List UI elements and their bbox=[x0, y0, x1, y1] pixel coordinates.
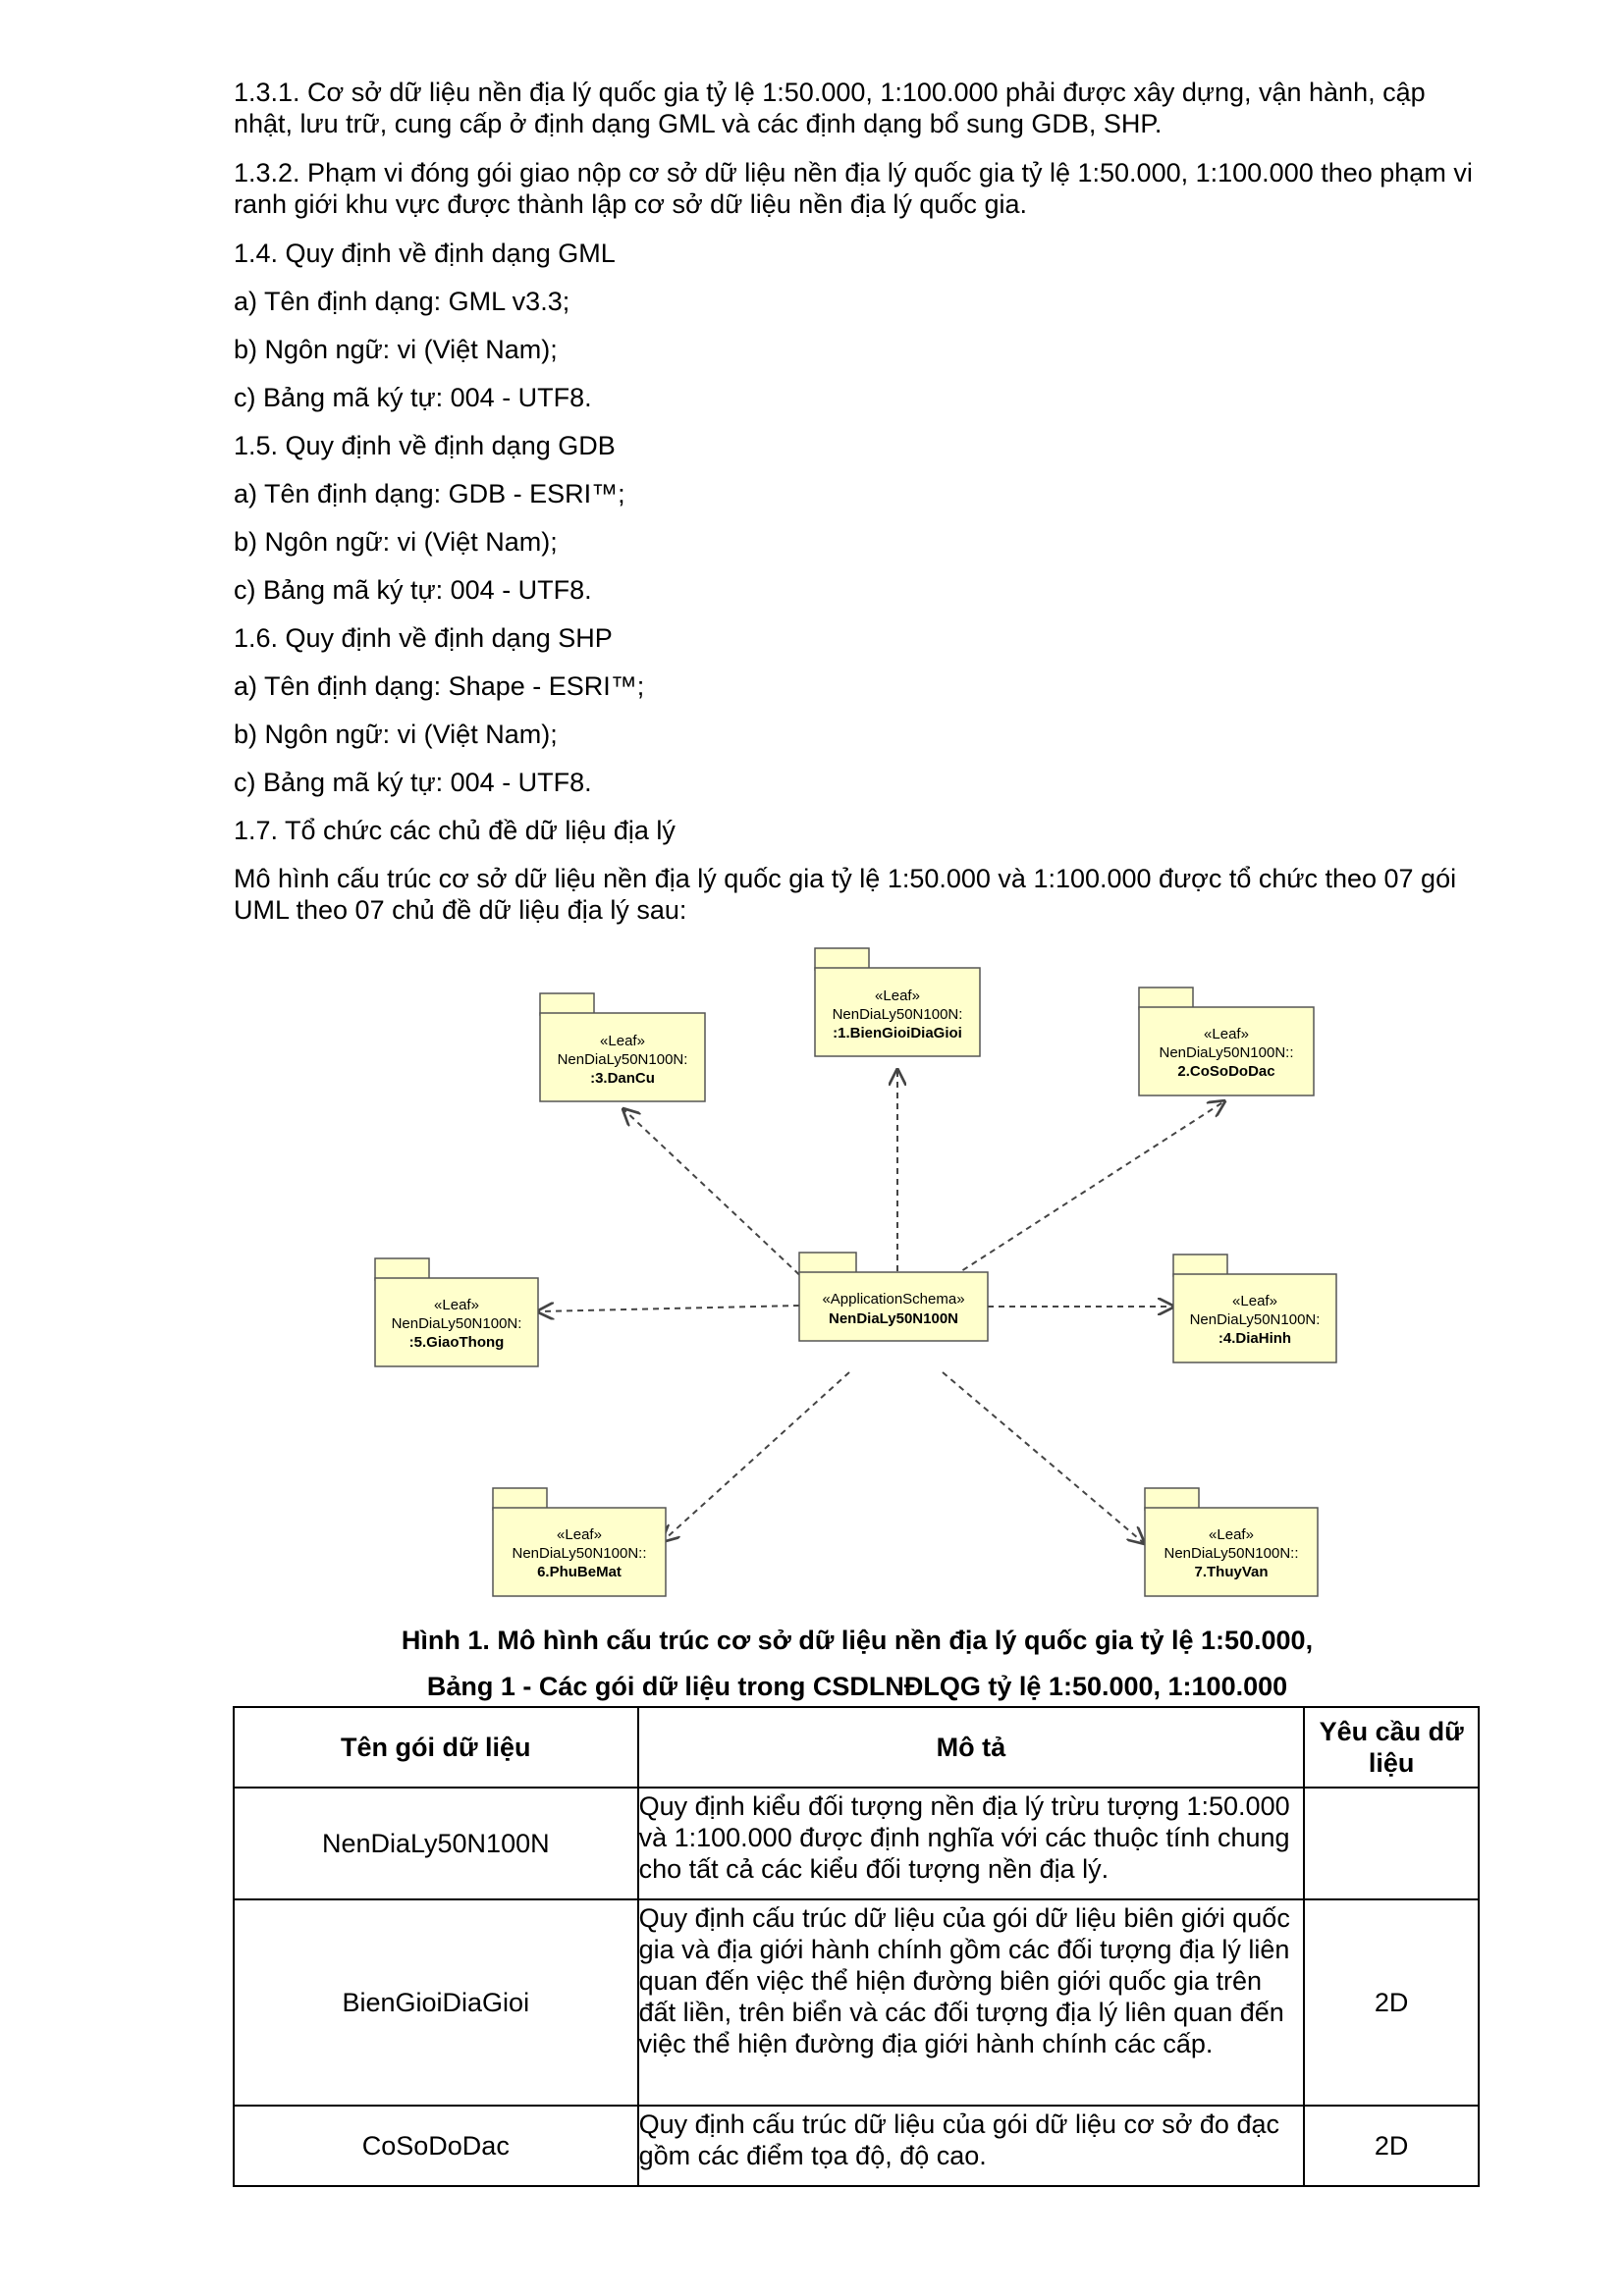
gdb-charset: c) Bảng mã ký tự: 004 - UTF8. bbox=[234, 575, 592, 605]
package-7-stereotype: «Leaf» bbox=[1209, 1526, 1254, 1543]
data-packages-table bbox=[233, 1706, 1480, 2187]
package-2-namespace: NenDiaLy50N100N:: bbox=[1159, 1044, 1294, 1061]
package-requirement-cell bbox=[1304, 1788, 1479, 1899]
dependency-arrow-3 bbox=[623, 1109, 807, 1282]
column-header-name: Tên gói dữ liệu bbox=[234, 1707, 638, 1788]
gdb-language: b) Ngôn ngữ: vi (Việt Nam); bbox=[234, 527, 558, 557]
package-5 bbox=[375, 1258, 538, 1366]
package-1-namespace: NenDiaLy50N100N: bbox=[832, 1006, 963, 1023]
heading-1-5: 1.5. Quy định về định dạng GDB bbox=[234, 431, 616, 460]
package-4 bbox=[1173, 1255, 1336, 1362]
central-name: NenDiaLy50N100N bbox=[828, 1310, 959, 1327]
shp-language: b) Ngôn ngữ: vi (Việt Nam); bbox=[234, 720, 558, 749]
package-name-cell: NenDiaLy50N100N bbox=[234, 1788, 638, 1899]
package-1-stereotype: «Leaf» bbox=[875, 988, 920, 1004]
package-4-stereotype: «Leaf» bbox=[1232, 1293, 1277, 1309]
paragraph-1-7: Mô hình cấu trúc cơ sở dữ liệu nền địa lý quốc gia tỷ lệ 1:50.000 và 1:100.000 được tổ chức theo 07 gói UML theo 07 chủ đề dữ liệu địa lý sau: bbox=[234, 864, 1457, 925]
package-6-name: 6.PhuBeMat bbox=[537, 1564, 622, 1580]
package-2-stereotype: «Leaf» bbox=[1204, 1026, 1249, 1042]
package-3-name: :3.DanCu bbox=[590, 1070, 655, 1087]
heading-1-4: 1.4. Quy định về định dạng GML bbox=[234, 239, 616, 268]
table-header-row bbox=[234, 1707, 1479, 1788]
package-2 bbox=[1139, 988, 1314, 1095]
package-5-namespace: NenDiaLy50N100N: bbox=[391, 1315, 522, 1332]
gml-language: b) Ngôn ngữ: vi (Việt Nam); bbox=[234, 335, 558, 364]
shp-format-name: a) Tên định dạng: Shape - ESRI™; bbox=[234, 671, 645, 701]
package-7-name: 7.ThuyVan bbox=[1194, 1564, 1269, 1580]
shp-charset: c) Bảng mã ký tự: 004 - UTF8. bbox=[234, 768, 592, 797]
column-header-requirement: Yêu cầu dữ liệu bbox=[1304, 1707, 1479, 1788]
column-header-description: Mô tả bbox=[638, 1707, 1305, 1788]
dependency-arrow-6 bbox=[663, 1372, 849, 1541]
dependency-arrow-7 bbox=[943, 1372, 1144, 1543]
package-central bbox=[799, 1253, 988, 1341]
package-4-namespace: NenDiaLy50N100N: bbox=[1189, 1311, 1321, 1328]
table-row bbox=[234, 2106, 1479, 2186]
package-7 bbox=[1145, 1488, 1318, 1596]
package-description-cell: Quy định kiểu đối tượng nền địa lý trừu tượng 1:50.000 và 1:100.000 được định nghĩa với các thuộc tính chung cho tất cả các kiểu đối tượng nền địa lý. bbox=[638, 1788, 1305, 1899]
central-stereotype: «ApplicationSchema» bbox=[822, 1291, 965, 1308]
heading-1-7: 1.7. Tổ chức các chủ đề dữ liệu địa lý bbox=[234, 816, 676, 845]
package-description-cell: Quy định cấu trúc dữ liệu của gói dữ liệu biên giới quốc gia và địa giới hành chính gồm các đối tượng địa lý liên quan đến việc thể hiện đường biên giới quốc gia trên đất liền, trên biển và các đối tượng địa lý liên quan đến việc thể hiện đường địa giới hành chính các cấp. bbox=[638, 1899, 1305, 2106]
heading-1-6: 1.6. Quy định về định dạng SHP bbox=[234, 623, 613, 653]
package-3-stereotype: «Leaf» bbox=[600, 1033, 645, 1049]
package-description-cell: Quy định cấu trúc dữ liệu của gói dữ liệu cơ sở đo đạc gồm các điểm tọa độ, độ cao. bbox=[638, 2106, 1305, 2186]
gdb-format-name: a) Tên định dạng: GDB - ESRI™; bbox=[234, 479, 625, 508]
package-4-name: :4.DiaHinh bbox=[1218, 1330, 1292, 1347]
package-6-stereotype: «Leaf» bbox=[557, 1526, 602, 1543]
package-5-name: :5.GiaoThong bbox=[408, 1334, 505, 1351]
paragraph-1-3-2: 1.3.2. Phạm vi đóng gói giao nộp cơ sở dữ liệu nền địa lý quốc gia tỷ lệ 1:50.000, 1:100.000 theo phạm vi ranh giới khu vực được thành lập cơ sở dữ liệu nền địa lý quốc gia. bbox=[234, 158, 1473, 219]
package-requirement-cell: 2D bbox=[1304, 2106, 1479, 2186]
dependency-arrow-5 bbox=[538, 1306, 799, 1311]
package-2-name: 2.CoSoDoDac bbox=[1177, 1063, 1275, 1080]
package-name-cell: CoSoDoDac bbox=[234, 2106, 638, 2186]
paragraph-1-3-1: 1.3.1. Cơ sở dữ liệu nền địa lý quốc gia tỷ lệ 1:50.000, 1:100.000 phải được xây dựng, vận hành, cập nhật, lưu trữ, cung cấp ở định dạng GML và các định dạng bổ sung GDB, SHP. bbox=[234, 78, 1426, 138]
table-row bbox=[234, 1788, 1479, 1899]
figure-caption: Hình 1. Mô hình cấu trúc cơ sở dữ liệu nền địa lý quốc gia tỷ lệ 1:50.000, bbox=[401, 1626, 1314, 1655]
package-3-namespace: NenDiaLy50N100N: bbox=[557, 1051, 688, 1068]
package-1-name: :1.BienGioiDiaGioi bbox=[833, 1025, 962, 1041]
package-requirement-cell: 2D bbox=[1304, 1899, 1479, 2106]
package-7-namespace: NenDiaLy50N100N:: bbox=[1164, 1545, 1299, 1562]
package-3 bbox=[540, 993, 705, 1101]
table-row bbox=[234, 1899, 1479, 2106]
package-name-cell: BienGioiDiaGioi bbox=[234, 1899, 638, 2106]
table-caption: Bảng 1 - Các gói dữ liệu trong CSDLNĐLQG tỷ lệ 1:50.000, 1:100.000 bbox=[426, 1672, 1288, 1701]
uml-package-diagram bbox=[363, 942, 1345, 1610]
gml-charset: c) Bảng mã ký tự: 004 - UTF8. bbox=[234, 383, 592, 412]
package-6-namespace: NenDiaLy50N100N:: bbox=[512, 1545, 647, 1562]
gml-format-name: a) Tên định dạng: GML v3.3; bbox=[234, 287, 570, 316]
package-6 bbox=[493, 1488, 666, 1596]
package-1 bbox=[815, 948, 980, 1056]
package-5-stereotype: «Leaf» bbox=[434, 1297, 479, 1313]
